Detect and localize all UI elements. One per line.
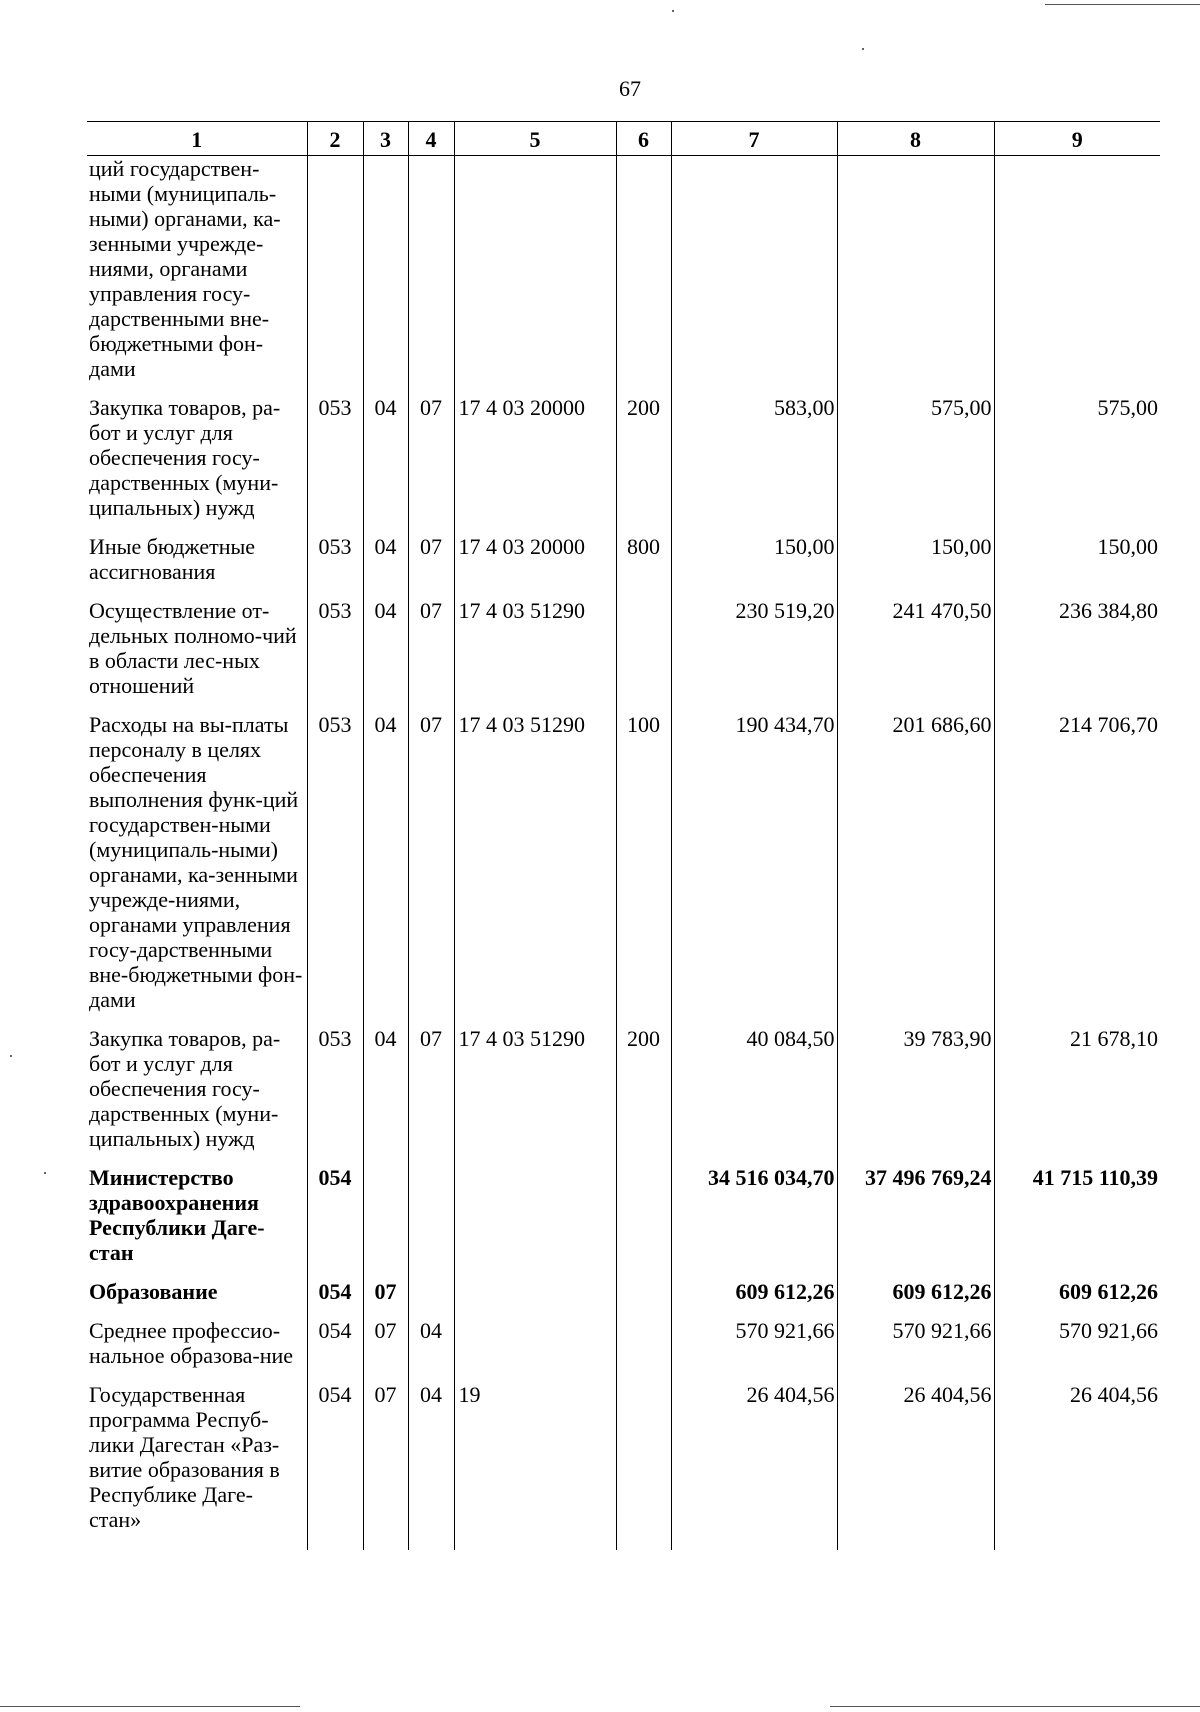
cell-amount-col9: 570 921,66 xyxy=(994,1318,1160,1382)
table-body xyxy=(87,156,1160,1551)
cell-amount-col8 xyxy=(837,156,994,396)
cell-section: 04 xyxy=(363,712,408,1026)
cell-target-article xyxy=(454,156,616,396)
budget-table xyxy=(87,121,1160,1550)
cell-subsection: 07 xyxy=(408,598,454,712)
cell-subsection: 07 xyxy=(408,534,454,598)
table-row xyxy=(87,1026,1160,1165)
cell-amount-col8: 570 921,66 xyxy=(837,1318,994,1382)
cell-subsection: 04 xyxy=(408,1318,454,1382)
cell-expense-type: 200 xyxy=(616,395,671,534)
cell-section: 04 xyxy=(363,1026,408,1165)
cell-amount-col9: 41 715 110,39 xyxy=(994,1165,1160,1279)
cell-amount-col8: 26 404,56 xyxy=(837,1382,994,1550)
cell-target-article: 17 4 03 20000 xyxy=(454,395,616,534)
cell-expense-type xyxy=(616,1382,671,1550)
cell-amount-col9: 26 404,56 xyxy=(994,1382,1160,1550)
scan-artifact-dot xyxy=(862,48,864,50)
cell-section: 04 xyxy=(363,598,408,712)
cell-section: 04 xyxy=(363,395,408,534)
table-row xyxy=(87,1382,1160,1550)
table-row xyxy=(87,598,1160,712)
header-row xyxy=(87,122,1160,156)
page-number: 67 xyxy=(619,76,641,101)
cell-amount-col9 xyxy=(994,156,1160,396)
cell-section: 04 xyxy=(363,534,408,598)
cell-name: Государственная программа Респуб-лики Дагестан «Раз-витие образования в Республике Даге-стан» xyxy=(89,1382,280,1532)
cell-amount-col8: 150,00 xyxy=(837,534,994,598)
cell-admin-code xyxy=(307,156,363,396)
cell-admin-code: 053 xyxy=(307,395,363,534)
col-header-9: 9 xyxy=(994,122,1160,156)
cell-subsection xyxy=(408,1165,454,1279)
cell-target-article: 17 4 03 51290 xyxy=(454,1026,616,1165)
col-header-5: 5 xyxy=(454,122,616,156)
cell-target-article: 17 4 03 51290 xyxy=(454,598,616,712)
table-row xyxy=(87,712,1160,1026)
cell-admin-code: 054 xyxy=(307,1165,363,1279)
cell-name: Среднее профессио-нальное образова-ние xyxy=(89,1318,294,1368)
cell-amount-col9: 150,00 xyxy=(994,534,1160,598)
table-row xyxy=(87,1279,1160,1318)
cell-amount-col7: 40 084,50 xyxy=(671,1026,837,1165)
cell-amount-col7: 583,00 xyxy=(671,395,837,534)
cell-name: Закупка товаров, ра-бот и услуг для обеспечения госу-дарственных (муни-ципальных) нужд xyxy=(89,395,281,520)
cell-amount-col8: 609 612,26 xyxy=(837,1279,994,1318)
table-row xyxy=(87,1318,1160,1382)
cell-expense-type: 100 xyxy=(616,712,671,1026)
cell-section: 07 xyxy=(363,1279,408,1318)
cell-admin-code: 054 xyxy=(307,1279,363,1318)
table-row xyxy=(87,534,1160,598)
cell-amount-col9: 609 612,26 xyxy=(994,1279,1160,1318)
cell-amount-col9: 575,00 xyxy=(994,395,1160,534)
cell-expense-type xyxy=(616,1279,671,1318)
cell-subsection: 04 xyxy=(408,1382,454,1550)
cell-section: 07 xyxy=(363,1318,408,1382)
cell-admin-code: 054 xyxy=(307,1318,363,1382)
cell-name: Образование xyxy=(89,1279,218,1304)
cell-name: Закупка товаров, ра-бот и услуг для обеспечения госу-дарственных (муни-ципальных) нужд xyxy=(89,1026,281,1151)
cell-section xyxy=(363,1165,408,1279)
cell-section xyxy=(363,156,408,396)
cell-name: Иные бюджетные ассигнования xyxy=(89,534,256,584)
scan-artifact-line xyxy=(0,1706,300,1707)
cell-target-article: 19 xyxy=(454,1382,616,1550)
scan-artifact-dot xyxy=(44,1172,46,1174)
table-row xyxy=(87,156,1160,396)
cell-expense-type xyxy=(616,156,671,396)
cell-target-article xyxy=(454,1279,616,1318)
cell-amount-col7: 609 612,26 xyxy=(671,1279,837,1318)
col-header-8: 8 xyxy=(837,122,994,156)
cell-amount-col7: 230 519,20 xyxy=(671,598,837,712)
scan-artifact-dot xyxy=(672,10,674,12)
table-row xyxy=(87,1165,1160,1279)
col-header-7: 7 xyxy=(671,122,837,156)
col-header-3: 3 xyxy=(363,122,408,156)
cell-name: Расходы на вы-платы персоналу в целях обеспечения выполнения функ-ций государствен-ными (муниципаль-ными) органами, ка-зенными учрежде-ниями, органами управления госу-дарственными вне-бюджетными фон-дами xyxy=(89,712,303,1012)
cell-subsection xyxy=(408,156,454,396)
cell-amount-col8: 241 470,50 xyxy=(837,598,994,712)
cell-target-article: 17 4 03 20000 xyxy=(454,534,616,598)
cell-admin-code: 054 xyxy=(307,1382,363,1550)
cell-amount-col7: 190 434,70 xyxy=(671,712,837,1026)
cell-amount-col8: 39 783,90 xyxy=(837,1026,994,1165)
cell-admin-code: 053 xyxy=(307,534,363,598)
cell-amount-col7: 34 516 034,70 xyxy=(671,1165,837,1279)
cell-subsection xyxy=(408,1279,454,1318)
cell-amount-col7: 570 921,66 xyxy=(671,1318,837,1382)
cell-amount-col7: 26 404,56 xyxy=(671,1382,837,1550)
cell-name: Осуществление от-дельных полномо-чий в области лес-ных отношений xyxy=(89,598,297,698)
col-header-6: 6 xyxy=(616,122,671,156)
cell-subsection: 07 xyxy=(408,395,454,534)
col-header-1: 1 xyxy=(87,122,307,156)
cell-expense-type: 800 xyxy=(616,534,671,598)
cell-expense-type: 200 xyxy=(616,1026,671,1165)
cell-name: Министерство здравоохранения Республики Даге-стан xyxy=(89,1165,265,1265)
cell-amount-col7 xyxy=(671,156,837,396)
cell-name: ций государствен-ными (муниципаль-ными) органами, ка-зенными учрежде-ниями, органами управления госу-дарственными вне-бюджетными фон-дами xyxy=(89,156,281,381)
cell-subsection: 07 xyxy=(408,712,454,1026)
cell-amount-col8: 201 686,60 xyxy=(837,712,994,1026)
cell-section: 07 xyxy=(363,1382,408,1550)
scan-artifact-line xyxy=(1045,4,1200,5)
cell-amount-col7: 150,00 xyxy=(671,534,837,598)
cell-expense-type xyxy=(616,598,671,712)
scan-artifact-line xyxy=(830,1706,1200,1707)
cell-admin-code: 053 xyxy=(307,1026,363,1165)
col-header-2: 2 xyxy=(307,122,363,156)
col-header-4: 4 xyxy=(408,122,454,156)
scan-artifact-dot xyxy=(10,1055,12,1057)
cell-expense-type xyxy=(616,1318,671,1382)
cell-amount-col9: 21 678,10 xyxy=(994,1026,1160,1165)
cell-target-article xyxy=(454,1165,616,1279)
cell-amount-col8: 37 496 769,24 xyxy=(837,1165,994,1279)
cell-subsection: 07 xyxy=(408,1026,454,1165)
cell-expense-type xyxy=(616,1165,671,1279)
cell-amount-col9: 214 706,70 xyxy=(994,712,1160,1026)
cell-amount-col8: 575,00 xyxy=(837,395,994,534)
cell-amount-col9: 236 384,80 xyxy=(994,598,1160,712)
cell-admin-code: 053 xyxy=(307,598,363,712)
cell-admin-code: 053 xyxy=(307,712,363,1026)
cell-target-article: 17 4 03 51290 xyxy=(454,712,616,1026)
table-row xyxy=(87,395,1160,534)
cell-target-article xyxy=(454,1318,616,1382)
